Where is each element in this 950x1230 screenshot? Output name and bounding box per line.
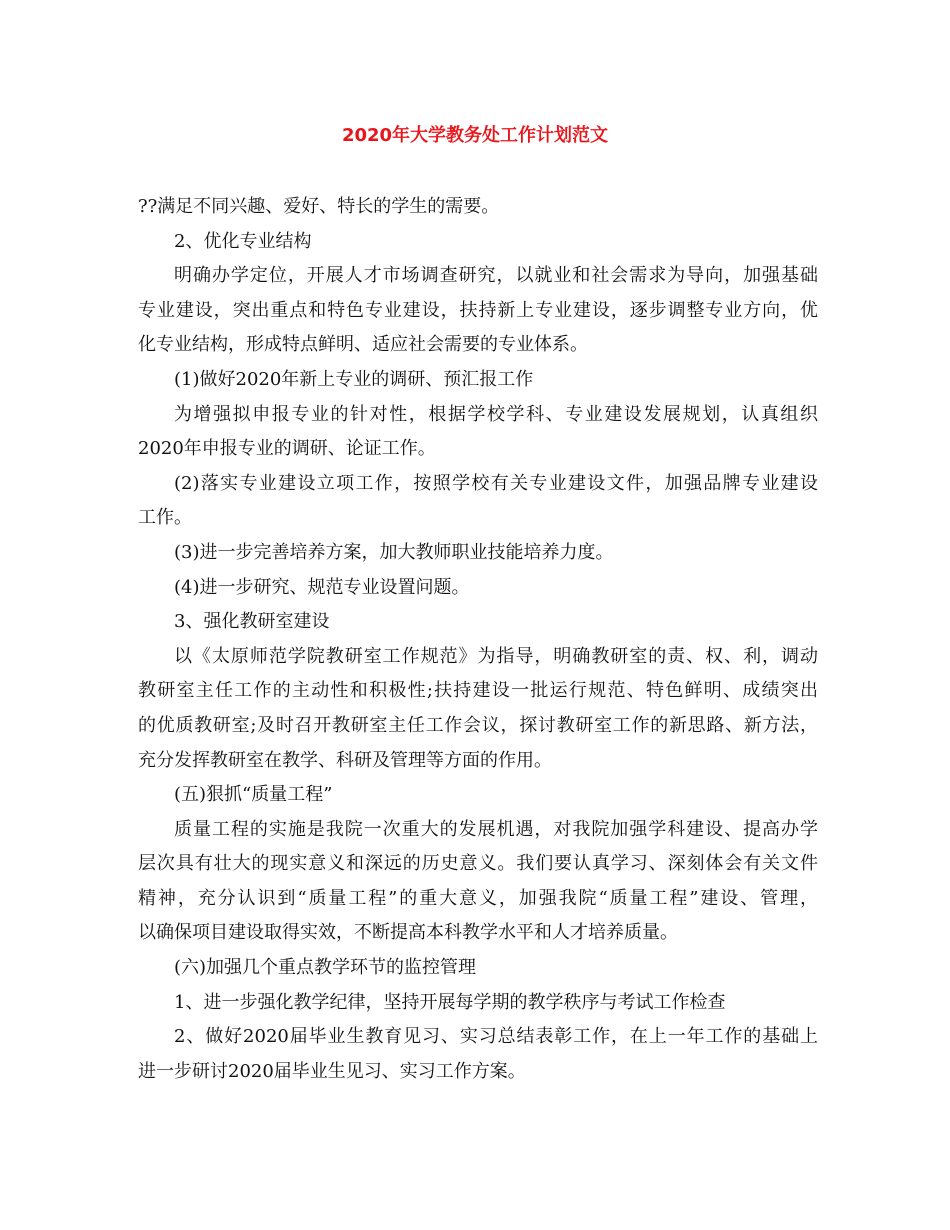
body-line: 质量工程的实施是我院一次重大的发展机遇，对我院加强学科建设、提高办学 bbox=[174, 818, 818, 840]
body-line: 化专业结构，形成特点鲜明、适应社会需要的专业体系。 bbox=[138, 334, 588, 356]
body-line: 1、进一步强化教学纪律，坚持开展每学期的教学秩序与考试工作检查 bbox=[174, 991, 726, 1013]
body-line: (4)进一步研究、规范专业设置问题。 bbox=[174, 576, 470, 598]
body-line: 精神，充分认识到“质量工程”的重大意义，加强我院“质量工程”建设、管理， bbox=[138, 887, 818, 909]
body-line: 2、优化专业结构 bbox=[174, 230, 312, 252]
document-title: 2020年大学教务处工作计划范文 bbox=[341, 125, 609, 146]
document-body bbox=[138, 190, 818, 1089]
body-line: 充分发挥教研室在教学、科研及管理等方面的作用。 bbox=[138, 749, 552, 771]
body-line: (六)加强几个重点教学环节的监控管理 bbox=[174, 957, 477, 979]
body-line: 3、强化教研室建设 bbox=[174, 611, 330, 633]
body-line: 以《太原师范学院教研室工作规范》为指导，明确教研室的责、权、利，调动 bbox=[174, 645, 818, 667]
body-line: 工作。 bbox=[138, 507, 192, 529]
body-line: 层次具有壮大的现实意义和深远的历史意义。我们要认真学习、深刻体会有关文件 bbox=[138, 853, 818, 875]
body-line: 的优质教研室;及时召开教研室主任工作会议，探讨教研室工作的新思路、新方法， bbox=[138, 714, 818, 736]
body-line: 2、做好2020届毕业生教育见习、实习总结表彰工作，在上一年工作的基础上 bbox=[174, 1026, 818, 1048]
body-line: ??满足不同兴趣、爱好、特长的学生的需要。 bbox=[138, 196, 500, 217]
body-line: 2020年申报专业的调研、论证工作。 bbox=[138, 438, 436, 460]
body-line: 以确保项目建设取得实效，不断提高本科教学水平和人才培养质量。 bbox=[138, 922, 678, 944]
body-line: 教研室主任工作的主动性和积极性;扶持建设一批运行规范、特色鲜明、成绩突出 bbox=[138, 680, 818, 702]
body-line: 进一步研讨2020届毕业生见习、实习工作方案。 bbox=[138, 1060, 526, 1082]
body-line: 为增强拟申报专业的针对性，根据学校学科、专业建设发展规划，认真组织 bbox=[174, 403, 818, 425]
body-line: 专业建设，突出重点和特色专业建设，扶持新上专业建设，逐步调整专业方向，优 bbox=[138, 299, 818, 321]
body-line: (3)进一步完善培养方案，加大教师职业技能培养力度。 bbox=[174, 541, 614, 563]
body-line: (2)落实专业建设立项工作，按照学校有关专业建设文件，加强品牌专业建设 bbox=[174, 472, 818, 494]
body-line: (1)做好2020年新上专业的调研、预汇报工作 bbox=[174, 368, 534, 390]
body-line: 明确办学定位，开展人才市场调查研究，以就业和社会需求为导向，加强基础 bbox=[174, 265, 818, 287]
body-line: (五)狠抓“质量工程” bbox=[174, 784, 333, 806]
